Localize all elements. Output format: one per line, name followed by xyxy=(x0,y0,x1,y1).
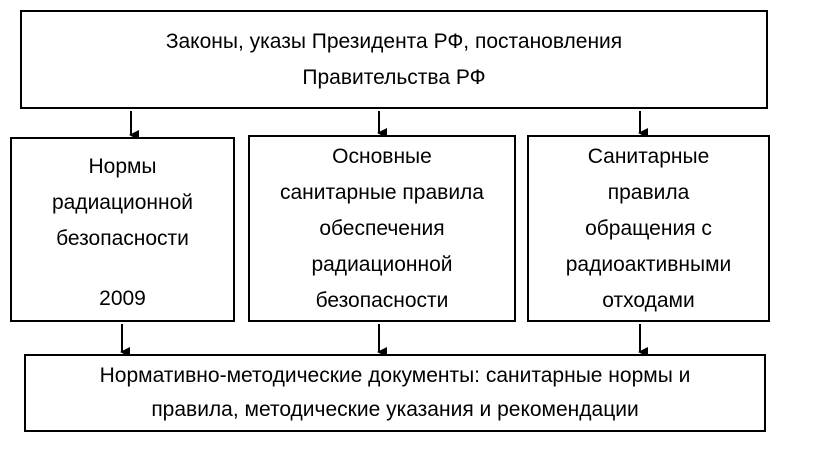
waste-rules-line-3: обращения с xyxy=(585,216,712,240)
basic-rules-line-1: Основные xyxy=(332,144,432,168)
docs-line-2: правила, методические указания и рекомендации xyxy=(151,398,639,421)
waste-rules-line-5: отходами xyxy=(602,288,695,312)
laws-decrees-box xyxy=(20,10,768,109)
docs-line-1: Нормативно-методические документы: санитарные нормы и xyxy=(99,364,691,387)
basic-sanitary-rules-box xyxy=(248,135,516,322)
norms-line-1: Нормы xyxy=(88,155,157,178)
basic-rules-line-2: санитарные правила xyxy=(279,180,484,204)
basic-rules-line-4: радиационной xyxy=(311,252,453,276)
norms-line-2: радиационной xyxy=(51,191,194,214)
laws-line-1: Законы, указы Президента РФ, постановления xyxy=(165,29,623,53)
basic-rules-line-5: безопасности xyxy=(315,288,449,312)
waste-rules-line-4: радиоактивными xyxy=(565,252,732,276)
radioactive-waste-rules-box xyxy=(527,135,770,322)
norms-year: 2009 xyxy=(99,287,146,310)
waste-rules-line-1: Санитарные xyxy=(587,144,710,168)
radiation-safety-norms-box xyxy=(10,137,235,322)
norms-line-3: безопасности xyxy=(56,227,189,250)
basic-rules-line-3: обеспечения xyxy=(319,216,445,240)
laws-line-2: Правительства РФ xyxy=(302,65,486,89)
regulatory-methodical-docs-box xyxy=(24,354,766,432)
waste-rules-line-2: правила xyxy=(607,180,690,204)
